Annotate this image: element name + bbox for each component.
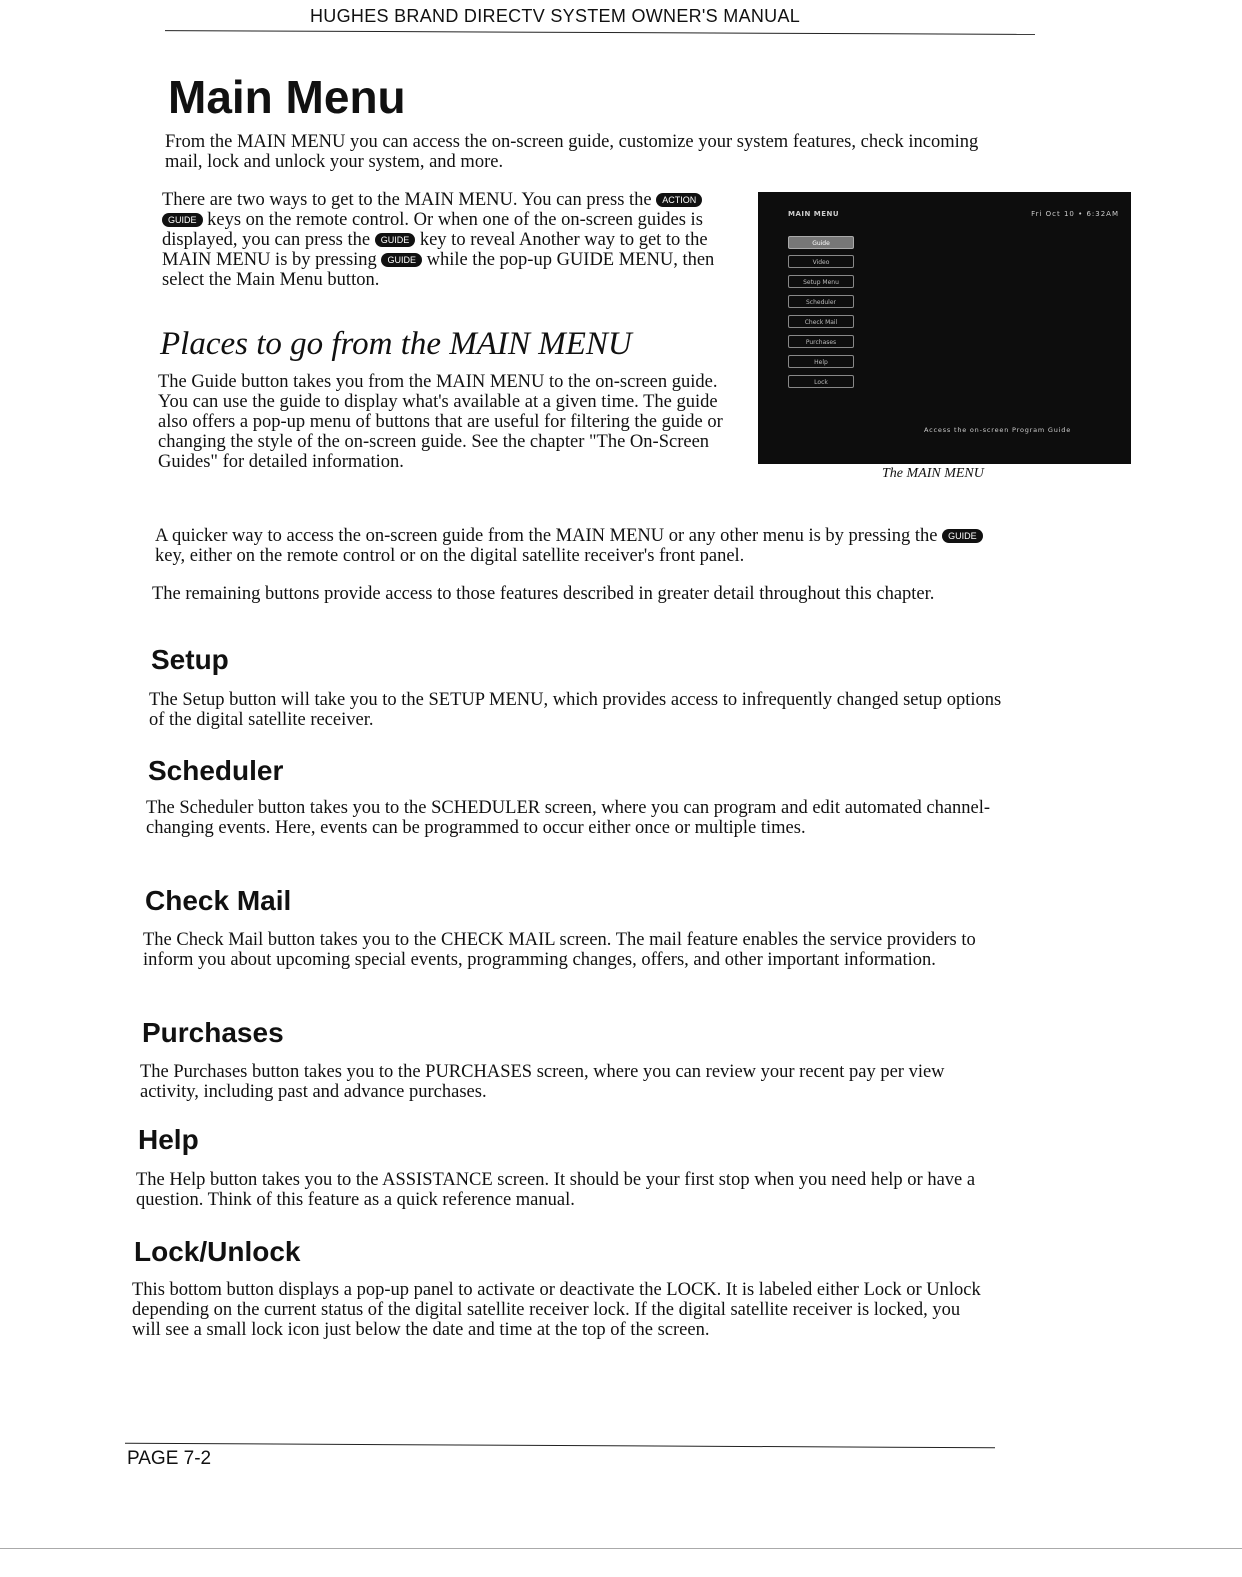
section-body-check-mail: The Check Mail button takes you to the CHECK MAIL screen. The mail feature enables the service providers to inform you about upcoming special events, programming changes, offers, and other important information. (143, 930, 976, 970)
section-heading-help: Help (138, 1124, 199, 1155)
section-body-lock-unlock: This bottom button displays a pop-up panel to activate or deactivate the LOCK. It is labeled either Lock or Unlock depending on the current status of the digital satellite receiver lock. If the digital satellite receiver is locked, you will see a small lock icon just below the date and time at the top of the screen. (132, 1280, 981, 1340)
page-number: PAGE 7-2 (127, 1448, 212, 1469)
section-heading-lock-unlock: Lock/Unlock (134, 1236, 301, 1267)
guide-paragraph: The Guide button takes you from the MAIN MENU to the on-screen guide. You can use the guide to display what's available at a given time. The guide also offers a pop-up menu of buttons that are useful for filtering the guide or changing the style of the on-screen guide. See the chapter "The On-Screen Guides" for detailed information. (158, 372, 723, 472)
section-body-scheduler: The Scheduler button takes you to the SCHEDULER screen, where you can program and edit automated channel-changing events. Here, events can be programmed to occur either once or multiple times. (146, 798, 991, 838)
running-header: HUGHES BRAND DIRECTV SYSTEM OWNER'S MANUAL (310, 6, 801, 26)
section-heading-purchases: Purchases (142, 1017, 284, 1048)
guide-key-icon: GUIDE (942, 529, 983, 543)
tv-title: MAIN MENU (788, 210, 840, 218)
places-subheading: Places to go from the MAIN MENU (160, 326, 632, 362)
tv-button-help: Help (788, 355, 854, 368)
header-rule (165, 30, 1035, 35)
section-heading-scheduler: Scheduler (148, 755, 284, 786)
page-title: Main Menu (168, 71, 406, 123)
guide-key-icon: GUIDE (375, 233, 416, 247)
tv-button-guide: Guide (788, 236, 854, 249)
tv-button-lock: Lock (788, 375, 854, 388)
scan-edge-line (0, 1548, 1242, 1549)
tv-datetime: Fri Oct 10 • 6:32AM (1031, 210, 1119, 218)
tv-button-scheduler: Scheduler (788, 295, 854, 308)
main-menu-screenshot (758, 192, 1131, 464)
figure-caption: The MAIN MENU (882, 466, 984, 481)
guide-key-icon: GUIDE (381, 253, 422, 267)
guide-key-icon: GUIDE (162, 213, 203, 227)
section-heading-setup: Setup (151, 644, 229, 675)
remaining-paragraph: The remaining buttons provide access to those features described in greater detail throughout this chapter. (152, 584, 935, 604)
footer-rule (125, 1443, 995, 1449)
section-body-help: The Help button takes you to the ASSISTANCE screen. It should be your first stop when you need help or have a question. Think of this feature as a quick reference manual. (136, 1170, 976, 1210)
quicker-paragraph: A quicker way to access the on-screen guide from the MAIN MENU or any other menu is by pressing the GUIDE key, either on the remote control or on the digital satellite receiver's front panel. (155, 526, 1015, 566)
tv-button-setup: Setup Menu (788, 275, 854, 288)
action-key-icon: ACTION (656, 193, 702, 207)
tv-button-check-mail: Check Mail (788, 315, 854, 328)
section-body-setup: The Setup button will take you to the SETUP MENU, which provides access to infrequently changed setup options of the digital satellite receiver. (149, 690, 1002, 730)
section-body-purchases: The Purchases button takes you to the PURCHASES screen, where you can review your recent pay per view activity, including past and advance purchases. (140, 1062, 945, 1102)
ways-paragraph: There are two ways to get to the MAIN MENU. You can press the ACTION GUIDE keys on the remote control. Or when one of the on-screen guides is displayed, you can press the GUIDE key to reveal Another way to get to the MAIN MENU is by pressing GUIDE while the pop-up GUIDE MENU, then select the Main Menu button. (162, 190, 715, 290)
tv-button-purchases: Purchases (788, 335, 854, 348)
intro-paragraph: From the MAIN MENU you can access the on-screen guide, customize your system features, check incoming mail, lock and unlock your system, and more. (165, 132, 979, 172)
tv-button-video: Video (788, 255, 854, 268)
section-heading-check-mail: Check Mail (145, 885, 292, 916)
tv-status-line: Access the on-screen Program Guide (924, 426, 1071, 434)
